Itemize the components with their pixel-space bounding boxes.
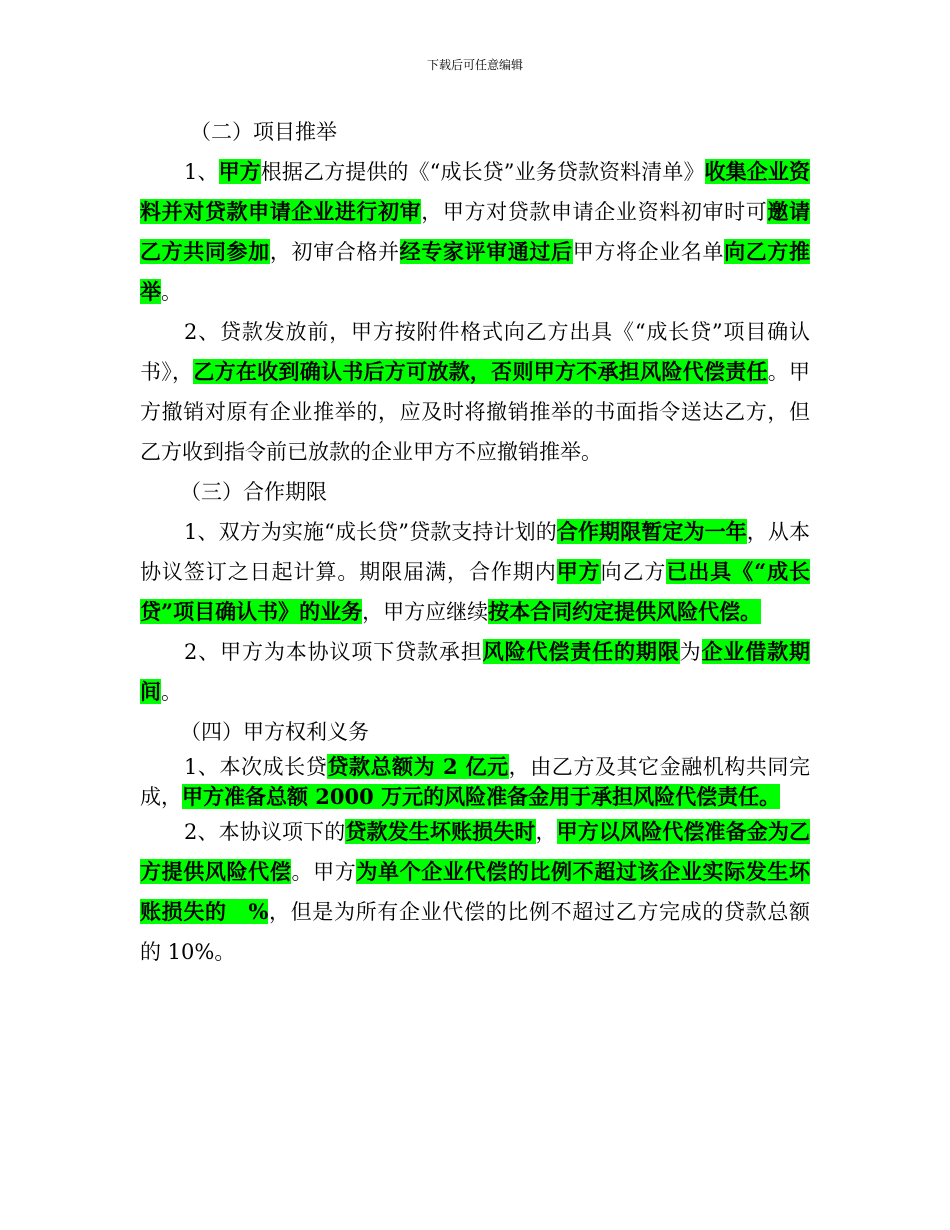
- highlighted-text: 甲方: [218, 159, 261, 184]
- text-run: 1、本次成长贷: [184, 755, 328, 779]
- text-run: 。: [161, 280, 182, 304]
- highlighted-text: 乙方在收到确认书后方可放款，否则甲方不承担风险代偿责任: [193, 359, 768, 384]
- highlighted-text: 邀请乙方共同参加: [140, 199, 811, 264]
- text-run: ，: [535, 820, 557, 844]
- highlighted-text: 甲方以风险代偿准备金为乙方提供风险代偿: [140, 819, 810, 884]
- text-run: 1、双方为实施“成长贷”贷款支持计划的: [184, 520, 557, 544]
- section-heading: （四）甲方权利义务: [180, 720, 369, 744]
- highlighted-text: 为单个企业代偿的比例不超过该企业实际发生坏账损失的 %: [140, 859, 811, 924]
- highlighted-text: 贷款总额为 2 亿元: [327, 754, 509, 779]
- page-header: 下载后可任意编辑: [426, 58, 523, 72]
- highlighted-text: 收集企业资料并对贷款申请企业进行初审: [140, 159, 810, 224]
- text-run: 甲方将企业名单: [572, 240, 725, 264]
- text-run: 。: [161, 680, 182, 704]
- highlighted-text: 已出具《“成长贷”项目确认书》的业务: [140, 559, 811, 624]
- paragraph: [140, 812, 810, 972]
- highlighted-text: 向乙方推举: [140, 239, 811, 304]
- highlighted-text: 甲方准备总额 2000 万元的风险准备金用于承担风险代偿责任。: [182, 784, 781, 809]
- section-heading: （三）合作期限: [180, 480, 327, 504]
- text-run: 2、贷款发放前，甲方按附件格式向乙方出具《“成长贷”项目确认书》，: [140, 320, 810, 384]
- highlighted-text: 风险代偿责任的期限: [482, 639, 680, 664]
- text-run: ，甲方应继续: [362, 600, 489, 624]
- highlighted-text: 按本合同约定提供风险代偿。: [488, 599, 762, 624]
- section-heading: （二）项目推举: [190, 120, 337, 144]
- text-run: 2、甲方为本协议项下贷款承担: [184, 640, 483, 664]
- document-body: [140, 112, 810, 972]
- text-run: 2、本协议项下的: [184, 820, 346, 844]
- highlighted-text: 经专家评审通过后: [399, 239, 573, 264]
- highlighted-text: 贷款发生坏账损失时: [345, 819, 536, 844]
- paragraph: [140, 752, 810, 812]
- paragraph: [140, 312, 810, 472]
- highlighted-text: 合作期限暂定为一年: [556, 519, 747, 544]
- section-project-recommendation: [140, 112, 810, 472]
- paragraph: [140, 632, 810, 712]
- paragraph: [140, 152, 810, 312]
- text-run: 。甲方: [291, 860, 357, 884]
- text-run: 向乙方: [600, 560, 667, 584]
- paragraph: [140, 512, 810, 632]
- text-run: ，但是为所有企业代偿的比例不超过乙方完成的贷款总额的 10%。: [140, 900, 810, 964]
- text-run: 1、: [184, 160, 219, 184]
- section-cooperation-term: [140, 472, 810, 712]
- text-run: ，初审合格并: [269, 240, 400, 264]
- highlighted-text: 企业借款期间: [140, 639, 811, 704]
- highlighted-text: 甲方: [556, 559, 601, 584]
- text-run: ，从本协议签订之日起计算。期限届满，合作期内: [140, 520, 811, 584]
- text-run: 。甲方撤销对原有企业推举的，应及时将撤销推举的书面指令送达乙方，但乙方收到指令前已放款的企业甲方不应撤销推举。: [140, 360, 811, 464]
- section-party-a-rights: [140, 712, 810, 972]
- text-run: 为: [679, 640, 702, 664]
- text-run: 根据乙方提供的《“成长贷”业务贷款资料清单》: [260, 160, 705, 184]
- text-run: ，由乙方及其它金融机构共同完成，: [140, 755, 811, 809]
- text-run: ，甲方对贷款申请企业资料初审时可: [421, 200, 768, 224]
